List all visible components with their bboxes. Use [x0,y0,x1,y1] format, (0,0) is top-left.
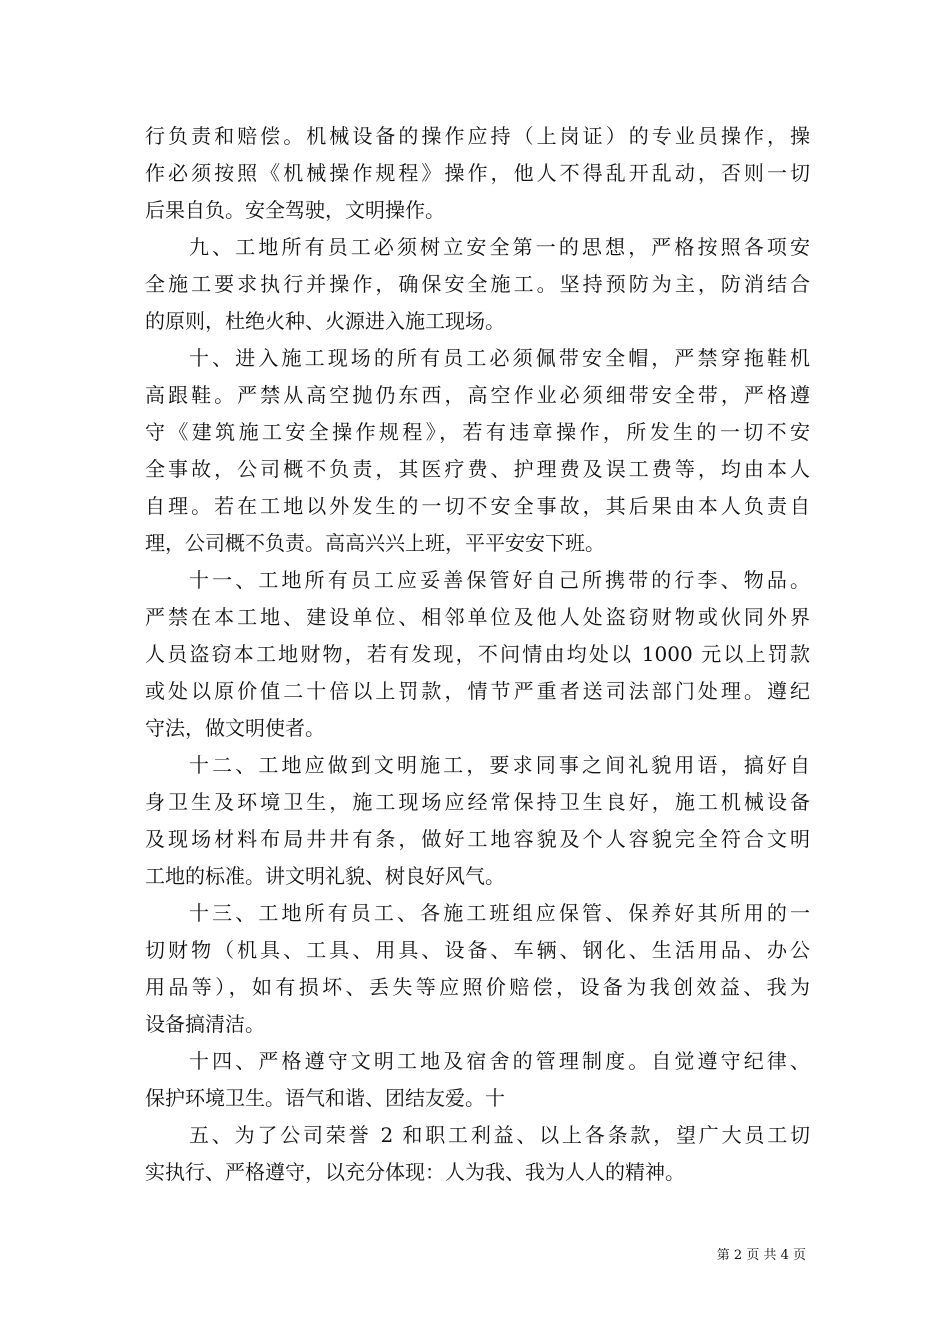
text-line: 作必须按照《机械操作规程》操作，他人不得乱开乱动，否则一切 [145,161,810,185]
text-line: 后果自负。安全驾驶，文明操作。 [145,198,445,222]
text-line: 守法，做文明使者。 [145,716,325,740]
paragraph-start-line: 十三、工地所有员工、各施工班组应保管、保养好其所用的一 [189,901,810,925]
text-line: 行负责和赔偿。机械设备的操作应持（上岗证）的专业员操作，操 [145,124,810,148]
paragraph-start-line: 十二、工地应做到文明施工，要求同事之间礼貌用语，搞好自 [189,753,810,777]
text-line: 实执行、严格遵守，以充分体现：人为我、我为人人的精神。 [145,1160,685,1184]
paragraph-start-line: 十、进入施工现场的所有员工必须佩带安全帽，严禁穿拖鞋机 [189,346,810,370]
text-line: 身卫生及环境卫生，施工现场应经常保持卫生良好，施工机械设备 [145,790,810,814]
paragraph-start-line: 十四、严格遵守文明工地及宿舍的管理制度。自觉遵守纪律、 [189,1049,810,1073]
text-line: 及现场材料布局井井有条，做好工地容貌及个人容貌完全符合文明 [145,827,810,851]
text-line: 的原则，杜绝火种、火源进入施工现场。 [145,309,505,333]
text-line: 或处以原价值二十倍以上罚款，情节严重者送司法部门处理。遵纪 [145,679,810,703]
text-line: 人员盗窃本工地财物，若有发现，不问情由均处以 1000 元以上罚款 [145,642,810,666]
paragraph-start-line: 十一、工地所有员工应妥善保管好自己所携带的行李、物品。 [189,568,810,592]
text-line: 高跟鞋。严禁从高空抛仍东西，高空作业必须细带安全带，严格遵 [145,383,810,407]
text-line: 理，公司概不负责。高高兴兴上班，平平安安下班。 [145,531,605,555]
text-line: 严禁在本工地、建设单位、相邻单位及他人处盗窃财物或伙同外界 [145,605,810,629]
text-line: 守《建筑施工安全操作规程》，若有违章操作，所发生的一切不安 [145,420,810,444]
text-line: 全施工要求执行并操作，确保安全施工。坚持预防为主，防消结合 [145,272,810,296]
text-line: 自理。若在工地以外发生的一切不安全事故，其后果由本人负责自 [145,494,810,518]
text-line: 全事故，公司概不负责，其医疗费、护理费及误工费等，均由本人 [145,457,810,481]
text-line: 用品等），如有损坏、丢失等应照价赔偿，设备为我创效益、我为 [145,975,810,999]
page-number: 第 2 页 共 4 页 [716,1248,806,1263]
text-line: 切财物（机具、工具、用具、设备、车辆、钢化、生活用品、办公 [145,938,810,962]
text-line: 设备搞清洁。 [145,1012,265,1036]
paragraph-start-line: 五、为了公司荣誉 2 和职工利益、以上各条款，望广大员工切 [189,1123,810,1147]
text-line: 保护环境卫生。语气和谐、团结友爱。十 [145,1086,505,1110]
text-line: 工地的标准。讲文明礼貌、树良好风气。 [145,864,505,888]
paragraph-start-line: 九、工地所有员工必须树立安全第一的思想，严格按照各项安 [189,235,810,259]
